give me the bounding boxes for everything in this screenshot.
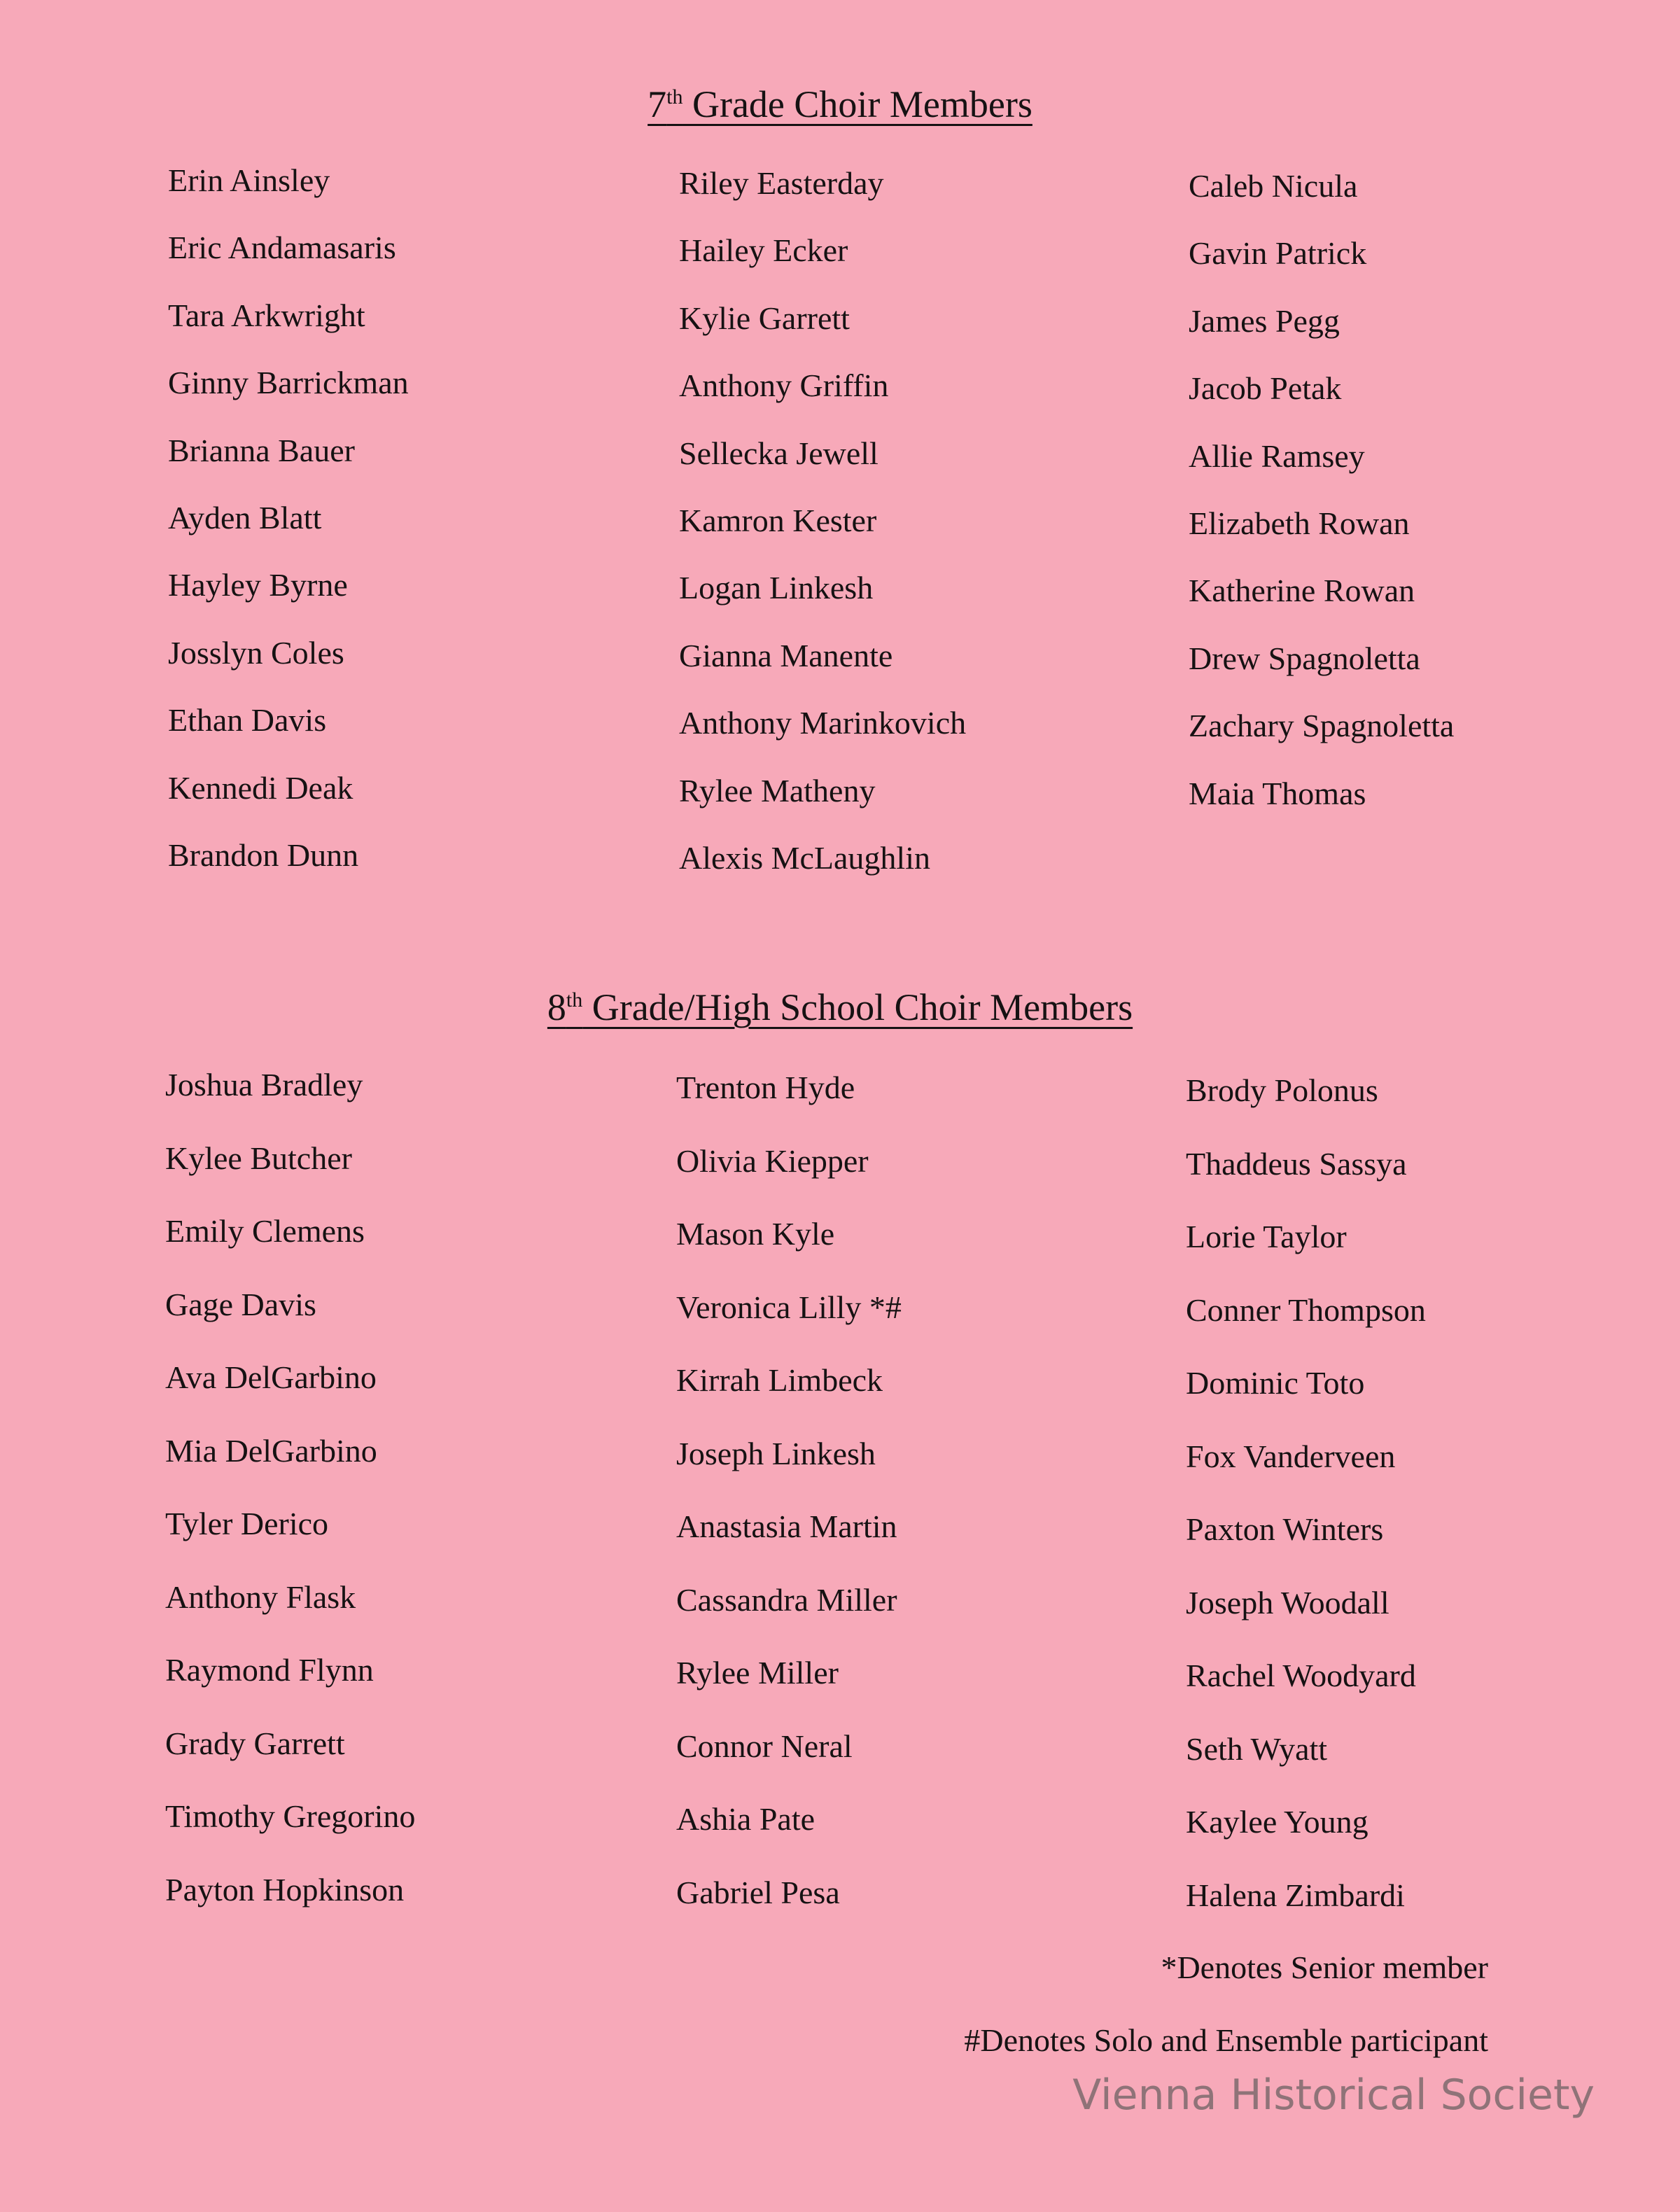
member-name: Brandon Dunn (168, 836, 359, 873)
member-name: Elizabeth Rowan (1189, 505, 1410, 541)
member-name: Jacob Petak (1189, 370, 1342, 407)
member-name: Anthony Griffin (679, 368, 889, 404)
grade7-column-1 (168, 160, 409, 902)
member-name: Rylee Miller (676, 1655, 839, 1690)
member-name: Conner Thompson (1186, 1292, 1426, 1328)
member-name: Caleb Nicula (1189, 168, 1358, 204)
member-name: Gianna Manente (679, 637, 893, 673)
grade8-heading (0, 986, 1680, 1029)
member-name: Grady Garrett (165, 1725, 345, 1761)
member-name: Alexis McLaughlin (679, 839, 930, 876)
member-name: Anthony Flask (165, 1578, 356, 1615)
grade8-column-1 (165, 1064, 415, 1942)
member-name: Gavin Patrick (1189, 235, 1367, 272)
member-name: Seth Wyatt (1186, 1730, 1328, 1767)
member-name: Anastasia Martin (676, 1508, 897, 1544)
member-name: Eric Andamasaris (168, 230, 396, 266)
member-name: Joseph Woodall (1186, 1584, 1390, 1620)
member-name: Raymond Flynn (165, 1652, 374, 1688)
member-name: Anthony Marinkovich (679, 705, 967, 741)
member-name: Paxton Winters (1186, 1511, 1384, 1547)
member-name: Kaylee Young (1186, 1804, 1368, 1840)
member-name: Ayden Blatt (168, 499, 322, 536)
member-name: Kamron Kester (679, 502, 877, 538)
member-name: Brody Polonus (1186, 1072, 1378, 1108)
member-name: Allie Ramsey (1189, 438, 1365, 474)
member-name: Cassandra Miller (676, 1581, 897, 1618)
member-name: Fox Vanderveen (1186, 1438, 1396, 1474)
member-name: James Pegg (1189, 302, 1340, 339)
member-name: Ethan Davis (168, 702, 327, 738)
solo-ensemble-note: #Denotes Solo and Ensemble participant (964, 2022, 1488, 2058)
member-name: Josslyn Coles (168, 634, 344, 671)
grade7-column-3 (1189, 165, 1454, 840)
grade8-column-3 (1186, 1070, 1426, 1947)
member-name: Mason Kyle (676, 1216, 835, 1252)
member-name: Kennedi Deak (168, 769, 354, 806)
member-name: Dominic Toto (1186, 1365, 1365, 1401)
member-name: Drew Spagnoletta (1189, 640, 1420, 676)
grade8-heading-text: Grade/High School Choir Members (582, 986, 1133, 1028)
member-name: Ginny Barrickman (168, 365, 409, 401)
member-name: Brianna Bauer (168, 432, 355, 468)
member-name: Joshua Bradley (165, 1067, 363, 1102)
member-name: Rachel Woodyard (1186, 1658, 1416, 1693)
member-name: Joseph Linkesh (676, 1435, 876, 1471)
member-name: Gage Davis (165, 1286, 316, 1322)
member-name: Riley Easterday (679, 165, 884, 201)
grade8-heading-number: 8 (547, 986, 566, 1028)
member-name: Lorie Taylor (1186, 1219, 1347, 1254)
senior-member-note: *Denotes Senior member (1161, 1949, 1488, 1985)
member-name: Emily Clemens (165, 1213, 365, 1249)
member-name: Tyler Derico (165, 1506, 329, 1541)
member-name: Logan Linkesh (679, 570, 874, 606)
grade8-heading-ordinal: th (566, 988, 583, 1011)
member-name: Kylie Garrett (679, 300, 850, 336)
member-name: Olivia Kiepper (676, 1142, 869, 1179)
member-name: Tara Arkwright (168, 297, 365, 333)
member-name: Timothy Gregorino (165, 1798, 416, 1834)
member-name: Payton Hopkinson (165, 1871, 405, 1907)
member-name: Sellecka Jewell (679, 435, 878, 471)
member-name: Zachary Spagnoletta (1189, 708, 1455, 744)
member-name: Trenton Hyde (676, 1070, 855, 1105)
member-name: Kylee Butcher (165, 1140, 352, 1176)
grade7-heading-text: Grade Choir Members (682, 83, 1032, 125)
grade7-column-2 (679, 162, 966, 904)
member-name: Hailey Ecker (679, 232, 848, 269)
watermark-text: Vienna Historical Society (1072, 2071, 1595, 2120)
member-name: Ava DelGarbino (165, 1359, 377, 1395)
member-name: Kirrah Limbeck (676, 1362, 883, 1398)
grade7-heading-number: 7 (648, 83, 667, 125)
member-name: Rylee Matheny (679, 772, 876, 808)
member-name: Katherine Rowan (1189, 573, 1415, 609)
member-name: Hayley Byrne (168, 567, 348, 603)
member-name: Thaddeus Sassya (1186, 1145, 1407, 1182)
member-name: Ashia Pate (676, 1801, 816, 1837)
member-name: Veronica Lilly *# (676, 1289, 902, 1325)
grade8-column-2 (676, 1067, 902, 1945)
member-name: Gabriel Pesa (676, 1874, 840, 1910)
grade7-heading (0, 83, 1680, 126)
member-name: Maia Thomas (1189, 775, 1366, 811)
grade7-heading-ordinal: th (666, 85, 683, 108)
member-name: Mia DelGarbino (165, 1432, 377, 1469)
member-name: Halena Zimbardi (1186, 1877, 1405, 1913)
member-name: Erin Ainsley (168, 162, 330, 198)
member-name: Connor Neral (676, 1728, 853, 1764)
